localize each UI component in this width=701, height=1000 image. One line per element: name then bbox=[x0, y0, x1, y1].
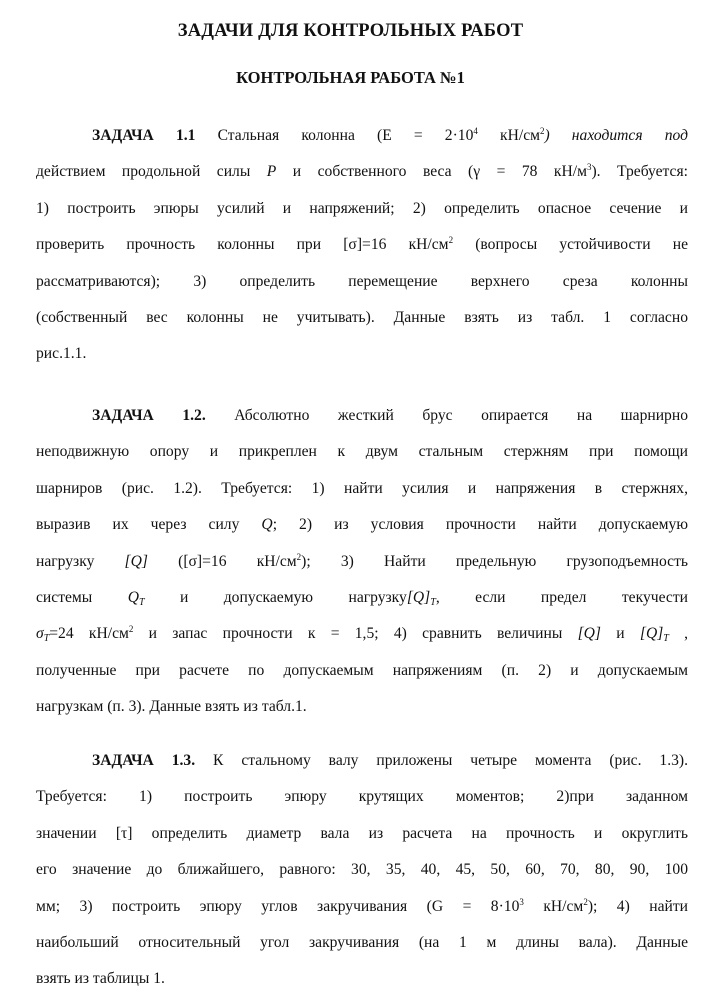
task-1-3-paragraph bbox=[36, 743, 688, 998]
task-1-3-label: ЗАДАЧА 1.3. bbox=[92, 752, 196, 769]
task-1-1-line-1: ЗАДАЧА 1.1 Стальная колонна ($Е = 2\cdot 10^4$ $кН/см^2$) находится под bbox=[92, 126, 688, 144]
task-1-2-line-4: выразив их через силу Q; 2) из условия прочности найти допускаемую bbox=[36, 516, 688, 534]
task-1-1-line-5: рассматриваются); 3) определить перемещение верхнего среза колонны bbox=[36, 272, 688, 290]
task-1-1-paragraph bbox=[36, 118, 688, 373]
task-1-3-line-3: значении [τ] определить диаметр вала из расчета на прочность и округлить bbox=[36, 824, 688, 842]
page-heading: ЗАДАЧИ ДЛЯ КОНТРОЛЬНЫХ РАБОТ bbox=[177, 21, 524, 41]
task-1-2-line-9: нагрузкам (п. 3). Данные взять из табл.1. bbox=[36, 698, 307, 716]
task-1-3-line-4: его значение до ближайшего, равного: 30, 35, 40, 45, 50, 60, 70, 80, 90, 100 bbox=[36, 861, 688, 879]
task-1-3-line-1: ЗАДАЧА 1.3. К стальному валу приложены четыре момента (рис. 1.3). bbox=[92, 752, 689, 769]
task-1-1-line-4: проверить прочность колонны при [σ]=16 $кН/см^2$ (вопросы устойчивости не bbox=[36, 235, 688, 254]
task-1-2-line-1: ЗАДАЧА 1.2. Абсолютно жесткий брус опирается на шарнирно bbox=[92, 407, 688, 424]
task-1-3-line-2: Требуется: 1) построить эпюру крутящих моментов; 2)при заданном bbox=[36, 788, 688, 806]
task-1-3-line-5: мм; 3) построить эпюру углов закручивания ($G = 8\cdot 10^3$ $кН/см^2$); 4) найти bbox=[36, 896, 688, 915]
task-1-2-line-2: неподвижную опору и прикреплен к двум стальным стержням при помощи bbox=[36, 443, 688, 461]
task-1-1-line-6: (собственный вес колонны не учитывать). Данные взять из табл. 1 согласно bbox=[36, 309, 688, 327]
task-1-1-line-2: действием продольной силы Р и собственного веса (γ = 78 $кН/м^3$). Требуется: bbox=[36, 162, 688, 181]
task-1-1-line-7: рис.1.1. bbox=[36, 345, 87, 363]
task-1-3-line-7: взять из таблицы 1. bbox=[36, 970, 165, 988]
task-1-2-line-7: $\sigma_T=24$ $кН/см^2$ и запас прочности к = 1,5; 4) сравнить величины [Q] и $[Q]_T$ , bbox=[36, 624, 689, 645]
page-subheading: КОНТРОЛЬНАЯ РАБОТА №1 bbox=[236, 68, 465, 87]
task-1-2-label: ЗАДАЧА 1.2. bbox=[92, 407, 206, 424]
task-1-1-label: ЗАДАЧА 1.1 bbox=[92, 127, 196, 144]
task-1-3-line-6: наибольший относительный угол закручивания (на 1 м длины вала). Данные bbox=[36, 934, 688, 952]
task-1-2-line-5: нагрузку [Q] ([σ]=16 $кН/см^2$); 3) Найти предельную грузоподъемность bbox=[36, 551, 688, 570]
task-1-2-line-6: системы $Q_T$ и допускаемую $нагрузку[Q]_T$, если предел текучести bbox=[36, 589, 688, 609]
task-1-2-line-3: шарниров (рис. 1.2). Требуется: 1) найти усилия и напряжения в стержнях, bbox=[36, 479, 688, 497]
task-1-2-line-8: полученные при расчете по допускаемым напряжениям (п. 2) и допускаемым bbox=[36, 661, 688, 679]
task-1-1-line-3: 1) построить эпюры усилий и напряжений; 2) определить опасное сечение и bbox=[36, 199, 688, 217]
task-1-2-paragraph bbox=[36, 398, 688, 726]
